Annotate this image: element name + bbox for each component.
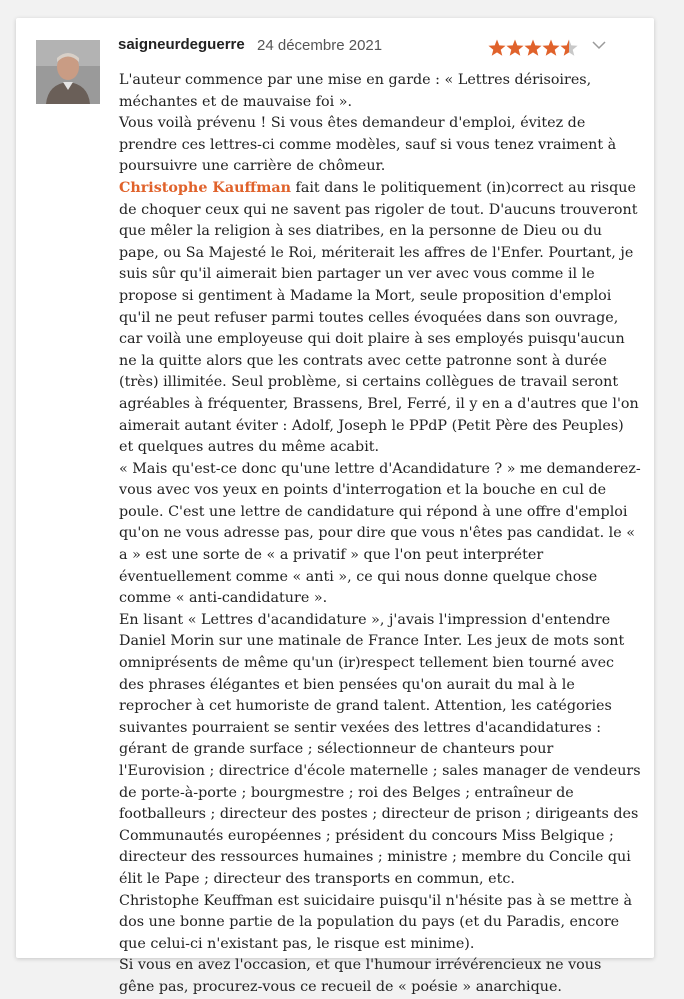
- review-text: [119, 70, 641, 999]
- star-icon: [506, 40, 523, 56]
- avatar[interactable]: [36, 40, 100, 104]
- review-paragraph: En lisant « Lettres d'acandidature », j'avais l'impression d'entendre Daniel Morin sur une matinale de France Inter. Les jeux de mots sont omniprésents de même qu'un (ir)respect tellement bien tourné avec des phrases élégantes et bien pensées qu'on aurait du mal à le reprocher à cet humoriste de grand talent. Attention, les catégories suivantes pourraient se sentir vexées des lettres d'acandidatures : gérant de grande surface ; sélectionneur de chanteurs pour l'Eurovision ; directrice d'école maternelle ; sales manager de vendeurs de porte-à-porte ; bourgmestre ; roi des Belges ; entraîneur de footballeurs ; directeur des postes ; directeur de prison ; dirigeants des Communautés européennes ; président du concours Miss Belgique ; directeur des ressources humaines ; ministre ; membre du Concile qui élit le Pape ; directeur des transports en commun, etc.: [119, 611, 641, 887]
- review-paragraph: Si vous en avez l'occasion, et que l'humour irrévérencieux ne vous gêne pas, procurez-vous ce recueil de « poésie » anarchique.: [119, 957, 602, 995]
- author-link[interactable]: Christophe Kauffman: [119, 179, 291, 196]
- star-icon: [488, 40, 505, 56]
- username-link[interactable]: saigneurdeguerre: [118, 36, 245, 53]
- star-icon: [560, 40, 577, 56]
- rating-stars: [488, 38, 578, 58]
- review-paragraph: Christophe Keuffman est suicidaire puisqu'il n'hésite pas à se mettre à dos une bonne partie de la population du pays (et du Paradis, encore que celui-ci n'existant pas, le risque est minime).: [119, 892, 632, 952]
- review-paragraph: L'auteur commence par une mise en garde : « Lettres dérisoires, méchantes et de mauvaise foi ».: [119, 72, 592, 110]
- review-paragraph-text: fait dans le politiquement (in)correct au risque de choquer ceux qui ne savent pas rigoler de tout. D'aucuns trouveront que mêler la religion à ses diatribes, en la personne de Dieu ou du pape, ou Sa Majesté le Roi, mériterait les affres de l'Enfer. Pourtant, je suis sûr qu'il aimerait bien partager un ver avec vous comme il le propose si gentiment à Madame la Mort, seule proposition d'emploi qu'il ne peut refuser parmi toutes celles évoquées dans son ouvrage, car voilà une employeuse qui doit plaire à ses employés puisqu'aucun ne la quitte alors que les contrats avec cette patronne sont à durée (très) illimitée. Seul problème, si certains collègues de travail seront agréables à fréquenter, Brassens, Brel, Ferré, il y en a d'autres que l'on aimerait autant éviter : Adolf, Joseph le PPdP (Petit Père des Peuples) et quelques autres du même acabit.: [119, 179, 639, 456]
- star-icon: [524, 40, 541, 56]
- review-paragraph: « Mais qu'est-ce donc qu'une lettre d'Acandidature ? » me demanderez-vous avec vos yeux en points d'interrogation et la bouche en cul de poule. C'est une lettre de candidature qui répond à une offre d'emploi qu'on ne vous adresse pas, pour dire que vous n'êtes pas candidat. le « a » est une sorte de « a privatif » que l'on peut interpréter éventuellement comme « anti », ce qui nous donne quelque chose comme « anti-candidature ».: [119, 460, 641, 607]
- review-card: [16, 18, 654, 995]
- chevron-down-icon[interactable]: [592, 40, 606, 50]
- review-date: 24 décembre 2021: [257, 37, 383, 54]
- review-paragraph: Vous voilà prévenu ! Si vous êtes demandeur d'emploi, évitez de prendre ces lettres-ci comme modèles, sauf si vous tenez vraiment à poursuivre une carrière de chômeur.: [119, 115, 617, 175]
- review-paragraph: [119, 178, 641, 459]
- star-icon: [542, 40, 559, 56]
